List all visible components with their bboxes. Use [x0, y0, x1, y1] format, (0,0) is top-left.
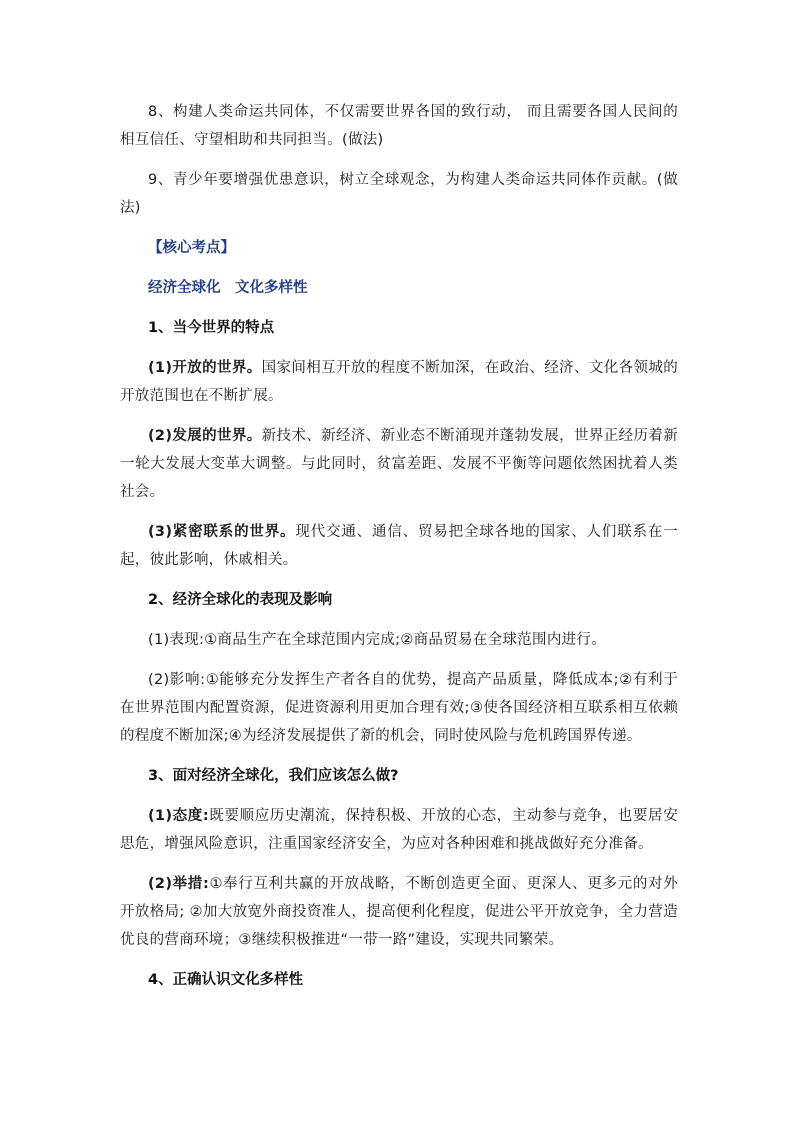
point-lead: (3)紧密联系的世界。 [148, 524, 296, 540]
point-text: 新技术、新经济、新业态不断涌现并蓬勃发展，世界正经历着新一轮大发展大变革大调整。与此同时，贫富差距、发展不平衡等问题依然困扰着人类社会。 [120, 428, 678, 500]
point-lead: (1)表现: [148, 632, 205, 648]
point-text: 现代交通、通信、贸易把全球各地的国家、人们联系在一起，彼此影响，休戚相关。 [120, 524, 678, 568]
document-body [120, 98, 678, 1006]
section-2-title: 2、经济全球化的表现及影响 [148, 592, 333, 608]
section-3-point-1 [120, 802, 678, 858]
section-1-point-2 [120, 422, 678, 506]
point-lead: (1)态度: [148, 808, 209, 824]
section-2-point-2 [120, 666, 678, 750]
section-4-title: 4、正确认识文化多样性 [148, 972, 304, 988]
point-text: 既要顺应历史潮流，保持积极、开放的心态，主动参与竞争，也要居安思危，增强风险意识，注重国家经济安全，为应对各种困难和挑战做好充分准备。 [120, 808, 678, 852]
section-2-point-1 [120, 626, 678, 654]
core-points-heading: 【核心考点】 [148, 240, 235, 256]
point-lead: (1)开放的世界。 [148, 360, 262, 376]
section-3-point-2 [120, 870, 678, 954]
section-1-point-1 [120, 354, 678, 410]
point-lead: (2)影响: [148, 672, 206, 688]
point-lead: (2)发展的世界。 [148, 428, 262, 444]
point-lead: (2)举措: [148, 876, 210, 892]
point-text: 国家间相互开放的程度不断加深，在政治、经济、文化各领城的开放范围也在不断扩展。 [120, 360, 678, 404]
point-text: ①商品生产在全球范围内完成;②商品贸易在全球范围内进行。 [204, 632, 607, 648]
section-1-point-3 [120, 518, 678, 574]
point-text: ①奉行互利共赢的开放战略，不断创造更全面、更深人、更多元的对外开放格局; ②加大放宽外商投资准人，提高便利化程度，促进公平开放竞争，全力营造优良的营商环境；③继续积极推进“一带一路”建设，实现共同繁荣。 [120, 876, 678, 948]
core-points-subheading: 经济全球化 文化多样性 [148, 280, 308, 296]
point-text: ①能够充分发挥生产者各自的优势，提高产品质量，降低成本;②有利于在世界范围内配置资源，促进资源利用更加合理有效;③使各国经济相互联系相互依赖的程度不断加深;④为经济发展提供了新的机会，同时使风险与危机跨国界传递。 [120, 672, 678, 744]
section-1-title: 1、当今世界的特点 [148, 320, 275, 336]
section-3-title: 3、面对经济全球化，我们应该怎么做? [148, 768, 399, 784]
item-8-paragraph: 8、构建人类命运共同体，不仅需要世界各国的致行动， 而且需要各国人民间的相互信任、守望相助和共同担当。(做法) [120, 104, 678, 148]
item-9-paragraph: 9、青少年要增强优患意识，树立全球观念，为构建人类命运共同体作贡献。(做法) [120, 172, 678, 216]
